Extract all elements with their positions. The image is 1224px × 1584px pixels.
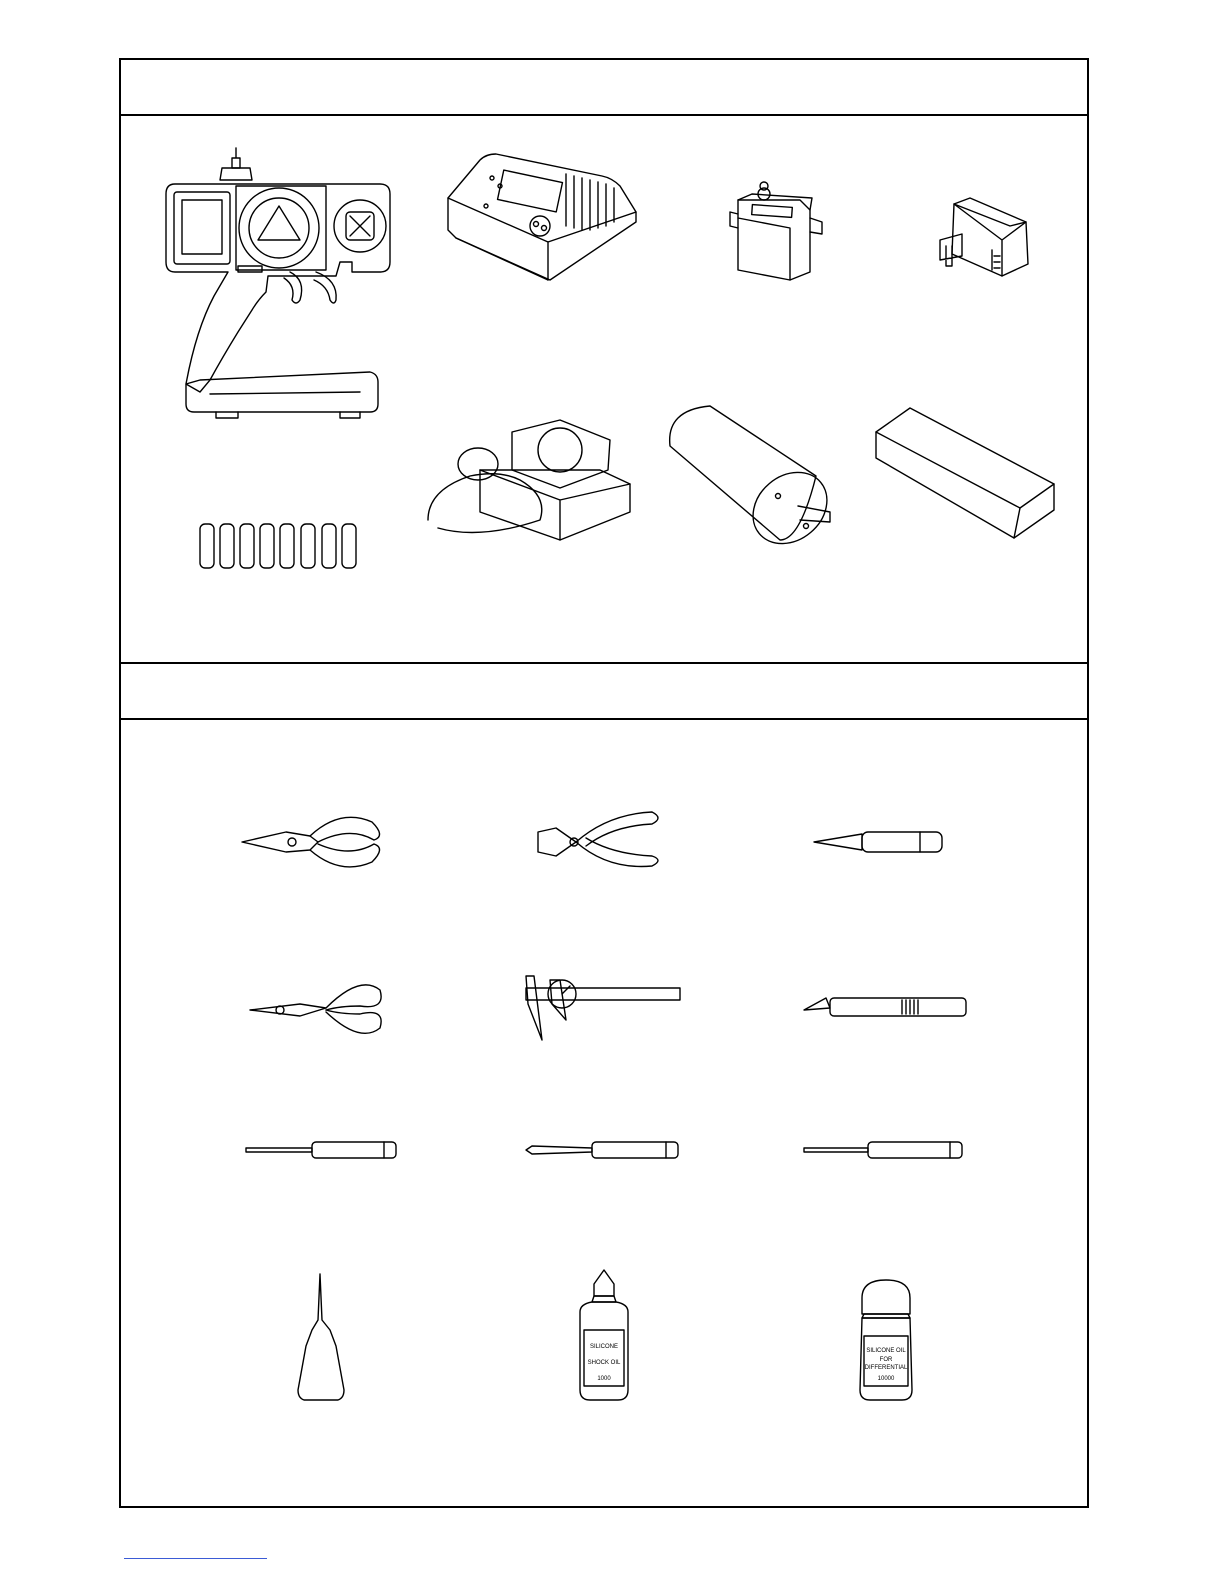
caliper-icon bbox=[526, 976, 680, 1040]
motor-icon bbox=[670, 406, 842, 558]
speed-controller-icon bbox=[428, 420, 630, 540]
diff-oil-label-1: SILICONE OIL bbox=[866, 1348, 906, 1354]
scissors-icon bbox=[250, 985, 381, 1033]
shock-oil-label-2: SHOCK OIL bbox=[587, 1360, 621, 1366]
shock-oil-label-3: 1000 bbox=[597, 1376, 611, 1382]
diff-oil-label-4: 10000 bbox=[877, 1376, 895, 1382]
side-cutters-icon bbox=[538, 812, 658, 867]
receiver-icon bbox=[940, 198, 1028, 276]
diff-oil-label-2: FOR bbox=[879, 1357, 893, 1363]
battery-pack-icon bbox=[876, 408, 1054, 538]
servo-icon bbox=[730, 182, 822, 280]
phillips-driver-icon bbox=[526, 1142, 678, 1158]
reamer-icon bbox=[814, 832, 942, 852]
transmitter-icon bbox=[166, 148, 390, 418]
diff-oil-label-3: DIFFERENTIAL bbox=[864, 1365, 908, 1371]
hobby-knife-icon bbox=[804, 998, 966, 1016]
flat-driver-icon bbox=[804, 1142, 962, 1158]
shock-oil-label-1: SILICONE bbox=[589, 1344, 619, 1350]
hex-driver-icon bbox=[246, 1142, 396, 1158]
thread-lock-bottle-icon bbox=[298, 1274, 344, 1400]
charger-icon bbox=[448, 154, 636, 280]
diff-oil-bottle-icon bbox=[860, 1280, 912, 1400]
footer-rule bbox=[124, 1558, 267, 1559]
shock-oil-bottle-icon bbox=[580, 1270, 628, 1400]
aa-batteries-icon bbox=[200, 524, 356, 568]
needle-nose-pliers-icon bbox=[242, 817, 380, 867]
